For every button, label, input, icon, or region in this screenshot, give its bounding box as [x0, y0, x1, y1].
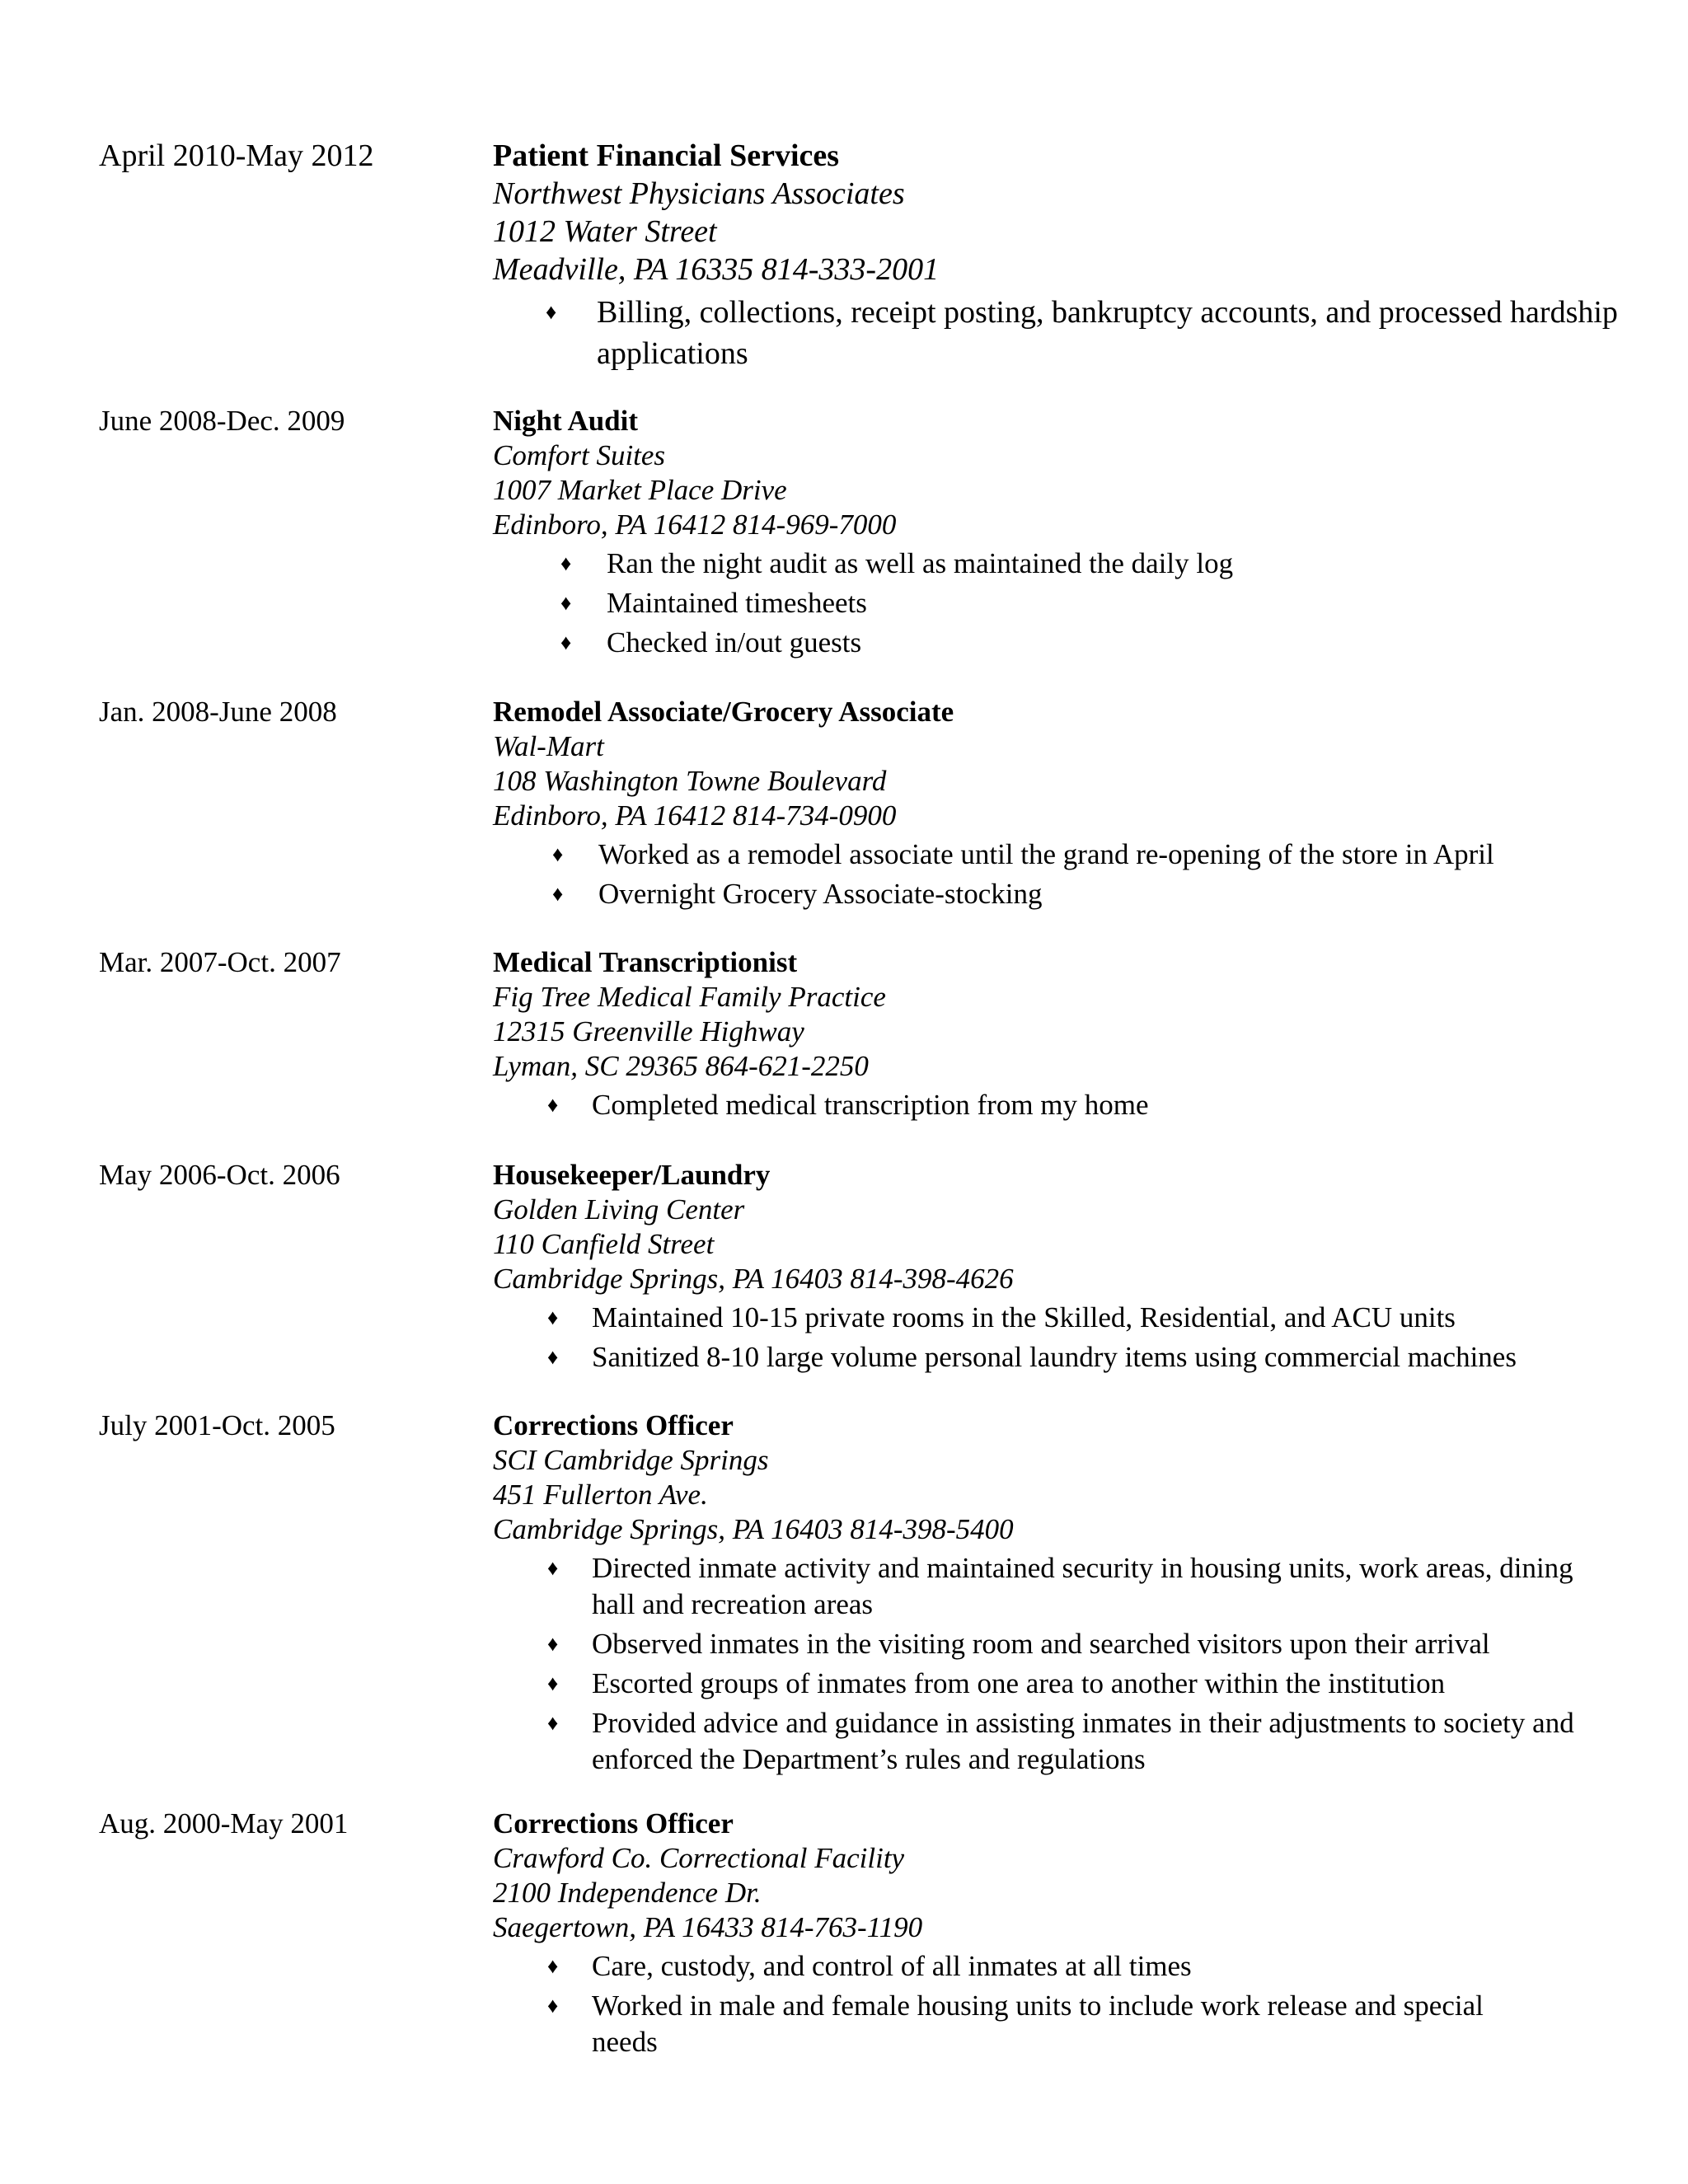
job-details — [493, 137, 1618, 374]
duty-item — [493, 1988, 1540, 2060]
duty-item — [493, 1705, 1589, 1778]
employer-name: SCI Cambridge Springs — [493, 1444, 769, 1476]
employer-city-phone: Saegertown, PA 16433 814-763-1190 — [493, 1911, 923, 1943]
diamond-bullet-icon: ♦ — [547, 1305, 559, 1329]
duty-text: Overnight Grocery Associate-stocking — [598, 878, 1043, 910]
duty-text: Billing, collections, receipt posting, bankruptcy accounts, and processed hardship applications — [597, 295, 1618, 371]
diamond-bullet-icon: ♦ — [546, 300, 557, 324]
duty-item — [493, 1948, 1540, 1985]
employer-name: Northwest Physicians Associates — [493, 176, 905, 211]
duty-text: Escorted groups of inmates from one area to another within the institution — [592, 1667, 1446, 1699]
job-duties — [493, 546, 1606, 661]
job-dates: Jan. 2008-June 2008 — [99, 696, 337, 728]
duty-item — [493, 1339, 1606, 1376]
job-title: Night Audit — [493, 405, 639, 437]
diamond-bullet-icon: ♦ — [547, 1954, 559, 1978]
duty-item — [493, 292, 1622, 374]
job-dates: April 2010-May 2012 — [99, 138, 374, 173]
job-duties — [493, 1948, 1540, 2060]
employer-street: 1012 Water Street — [493, 214, 717, 249]
employer-city-phone: Cambridge Springs, PA 16403 814-398-5400 — [493, 1513, 1014, 1545]
duty-item — [493, 1626, 1589, 1662]
employer-name: Crawford Co. Correctional Facility — [493, 1842, 905, 1874]
employer-name: Golden Living Center — [493, 1193, 745, 1226]
duty-text: Worked as a remodel associate until the grand re-opening of the store in April — [598, 838, 1494, 870]
job-dates: June 2008-Dec. 2009 — [99, 405, 345, 437]
diamond-bullet-icon: ♦ — [560, 551, 572, 575]
diamond-bullet-icon: ♦ — [547, 1671, 559, 1695]
employer-street: 1007 Market Place Drive — [493, 474, 787, 506]
duty-text: Worked in male and female housing units to include work release and special needs — [592, 1990, 1484, 2058]
duty-text: Directed inmate activity and maintained security in housing units, work areas, dining hall and recreation areas — [592, 1552, 1573, 1620]
duty-item — [493, 1550, 1589, 1623]
employer-name: Fig Tree Medical Family Practice — [493, 981, 886, 1013]
diamond-bullet-icon: ♦ — [547, 1632, 559, 1656]
employer-street: 12315 Greenville Highway — [493, 1015, 804, 1047]
diamond-bullet-icon: ♦ — [547, 1345, 559, 1369]
job-duties — [493, 1550, 1589, 1778]
duty-item — [493, 876, 1606, 912]
diamond-bullet-icon: ♦ — [547, 1711, 559, 1735]
job-duties — [493, 837, 1606, 912]
diamond-bullet-icon: ♦ — [552, 842, 564, 866]
duty-text: Maintained timesheets — [607, 587, 867, 619]
duty-text: Maintained 10-15 private rooms in the Skilled, Residential, and ACU units — [592, 1301, 1456, 1333]
job-dates: Mar. 2007-Oct. 2007 — [99, 946, 341, 978]
job-title: Corrections Officer — [493, 1807, 734, 1840]
employer-street: 108 Washington Towne Boulevard — [493, 765, 887, 797]
employer-name: Wal-Mart — [493, 730, 604, 762]
job-title: Remodel Associate/Grocery Associate — [493, 696, 954, 728]
diamond-bullet-icon: ♦ — [547, 1093, 559, 1117]
diamond-bullet-icon: ♦ — [560, 630, 572, 654]
diamond-bullet-icon: ♦ — [552, 882, 564, 906]
duty-text: Checked in/out guests — [607, 626, 862, 658]
duty-text: Observed inmates in the visiting room and searched visitors upon their arrival — [592, 1628, 1490, 1660]
duty-text: Provided advice and guidance in assisting inmates in their adjustments to society and enforced the Department’s rules and regulations — [592, 1707, 1574, 1775]
duty-item — [493, 1300, 1606, 1336]
duty-text: Ran the night audit as well as maintained the daily log — [607, 547, 1234, 579]
duty-item — [493, 625, 1606, 661]
employer-name: Comfort Suites — [493, 439, 666, 471]
job-duties — [493, 1087, 1606, 1123]
job-details — [493, 404, 1606, 661]
employer-street: 110 Canfield Street — [493, 1228, 715, 1260]
job-title: Housekeeper/Laundry — [493, 1159, 771, 1191]
employer-street: 451 Fullerton Ave. — [493, 1479, 708, 1511]
employer-city-phone: Cambridge Springs, PA 16403 814-398-4626 — [493, 1263, 1014, 1295]
job-details — [493, 695, 1606, 912]
job-details — [493, 1158, 1606, 1376]
job-title: Medical Transcriptionist — [493, 946, 798, 978]
employer-city-phone: Edinboro, PA 16412 814-969-7000 — [493, 509, 897, 541]
job-details — [493, 945, 1606, 1123]
job-dates: May 2006-Oct. 2006 — [99, 1159, 340, 1191]
duty-item — [493, 1666, 1589, 1702]
employer-street: 2100 Independence Dr. — [493, 1877, 762, 1909]
job-details — [493, 1408, 1606, 1778]
duty-text: Sanitized 8-10 large volume personal laundry items using commercial machines — [592, 1341, 1517, 1373]
employer-city-phone: Edinboro, PA 16412 814-734-0900 — [493, 799, 897, 832]
diamond-bullet-icon: ♦ — [547, 1994, 559, 2018]
job-duties — [493, 292, 1618, 374]
job-details — [493, 1807, 1606, 2060]
duty-text: Care, custody, and control of all inmates at all times — [592, 1950, 1192, 1982]
duty-item — [493, 1087, 1606, 1123]
job-title: Corrections Officer — [493, 1409, 734, 1441]
employer-city-phone: Lyman, SC 29365 864-621-2250 — [493, 1050, 869, 1082]
duty-item — [493, 585, 1606, 621]
job-title: Patient Financial Services — [493, 138, 840, 173]
job-dates: Aug. 2000-May 2001 — [99, 1807, 349, 1840]
diamond-bullet-icon: ♦ — [547, 1556, 559, 1580]
job-dates: July 2001-Oct. 2005 — [99, 1409, 335, 1441]
job-duties — [493, 1300, 1606, 1376]
duty-item — [493, 546, 1606, 582]
employer-city-phone: Meadville, PA 16335 814-333-2001 — [493, 252, 940, 287]
diamond-bullet-icon: ♦ — [560, 591, 572, 615]
duty-item — [493, 837, 1606, 873]
duty-text: Completed medical transcription from my home — [592, 1089, 1149, 1121]
